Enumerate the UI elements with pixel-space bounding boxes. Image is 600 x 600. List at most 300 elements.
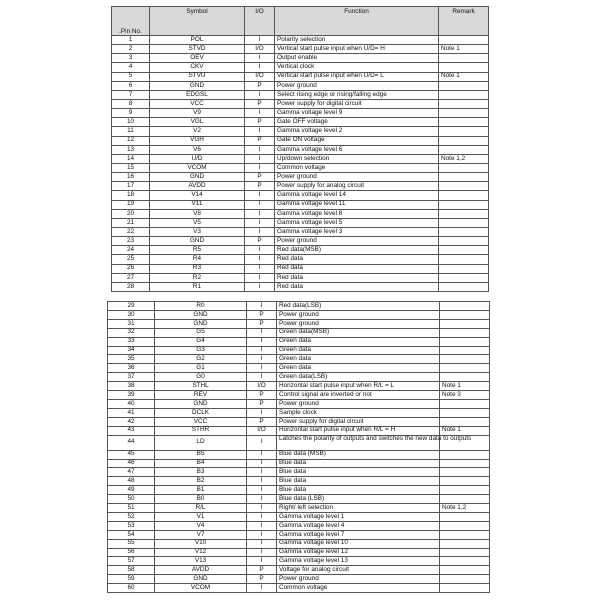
pin-table-part1 bbox=[111, 6, 489, 292]
pin-no-cell: 25 bbox=[112, 255, 150, 264]
pin-row bbox=[108, 346, 490, 355]
io-cell: I bbox=[247, 548, 277, 557]
pin-no-cell: 40 bbox=[108, 399, 155, 408]
pin-no-cell: 21 bbox=[112, 218, 150, 227]
remark-cell bbox=[440, 575, 490, 584]
function-cell: Red data(LSB) bbox=[277, 302, 440, 311]
symbol-cell: REV bbox=[155, 391, 247, 400]
symbol-cell: LD bbox=[155, 435, 247, 450]
function-cell: Vertical start pulse input when U/D= L bbox=[275, 72, 439, 81]
io-cell: I bbox=[245, 227, 275, 236]
function-cell: Power supply for digital circuit bbox=[275, 99, 439, 108]
pin-row bbox=[108, 373, 490, 382]
function-cell: Red data bbox=[275, 264, 439, 273]
function-cell: Red data bbox=[275, 282, 439, 291]
header-function: Function bbox=[275, 7, 439, 36]
pin-no-cell: 51 bbox=[108, 504, 155, 513]
remark-cell bbox=[439, 182, 489, 191]
pin-row bbox=[112, 109, 489, 118]
remark-cell bbox=[439, 136, 489, 145]
function-cell: Gamma voltage level 7 bbox=[277, 530, 440, 539]
pin-no-cell: 50 bbox=[108, 495, 155, 504]
remark-cell bbox=[439, 118, 489, 127]
pin-no-cell: 17 bbox=[112, 182, 150, 191]
pin-no-cell: 7 bbox=[112, 90, 150, 99]
pin-no-cell: 60 bbox=[108, 584, 155, 593]
pin-no-cell: 33 bbox=[108, 337, 155, 346]
pin-no-cell: 47 bbox=[108, 468, 155, 477]
io-cell: P bbox=[245, 173, 275, 182]
io-cell: I bbox=[245, 163, 275, 172]
remark-cell bbox=[440, 399, 490, 408]
symbol-cell: STHL bbox=[155, 382, 247, 391]
io-cell: I bbox=[247, 355, 277, 364]
remark-cell bbox=[439, 127, 489, 136]
pin-no-cell: 43 bbox=[108, 426, 155, 435]
symbol-cell: G2 bbox=[155, 355, 247, 364]
symbol-cell: R0 bbox=[155, 302, 247, 311]
remark-cell bbox=[439, 282, 489, 291]
function-cell: Green data bbox=[277, 364, 440, 373]
pin-row bbox=[108, 504, 490, 513]
io-cell: I bbox=[247, 495, 277, 504]
pin-row bbox=[108, 328, 490, 337]
io-cell: P bbox=[245, 99, 275, 108]
function-cell: Gate OFF voltage bbox=[275, 118, 439, 127]
pin-table-part2 bbox=[107, 301, 490, 593]
pin-no-cell: 6 bbox=[112, 81, 150, 90]
pin-row bbox=[112, 182, 489, 191]
symbol-cell: V8 bbox=[150, 209, 245, 218]
pin-row bbox=[112, 154, 489, 163]
remark-cell bbox=[440, 355, 490, 364]
io-cell: I/O bbox=[245, 45, 275, 54]
pin-no-cell: 27 bbox=[112, 273, 150, 282]
symbol-cell: V10 bbox=[155, 539, 247, 548]
function-cell: Power ground bbox=[275, 81, 439, 90]
symbol-cell: VCOM bbox=[155, 584, 247, 593]
function-cell: Gamma voltage level 5 bbox=[275, 218, 439, 227]
io-cell: P bbox=[245, 118, 275, 127]
function-cell: Power ground bbox=[275, 173, 439, 182]
function-cell: Vertical start pulse input when U/D= H bbox=[275, 45, 439, 54]
io-cell: I/O bbox=[247, 382, 277, 391]
io-cell: I bbox=[245, 127, 275, 136]
function-cell: Green data bbox=[277, 337, 440, 346]
pin-row bbox=[112, 191, 489, 200]
pin-row bbox=[112, 227, 489, 236]
pin-row bbox=[112, 45, 489, 54]
symbol-cell: B0 bbox=[155, 495, 247, 504]
pin-row bbox=[112, 99, 489, 108]
io-cell: I bbox=[247, 373, 277, 382]
pin-row bbox=[108, 495, 490, 504]
symbol-cell: GND bbox=[155, 399, 247, 408]
remark-cell bbox=[439, 200, 489, 209]
symbol-cell: V9 bbox=[150, 109, 245, 118]
symbol-cell: VGL bbox=[150, 118, 245, 127]
io-cell: I bbox=[247, 557, 277, 566]
io-cell: I bbox=[245, 36, 275, 45]
io-cell: I bbox=[247, 539, 277, 548]
remark-cell bbox=[440, 417, 490, 426]
symbol-cell: V4 bbox=[155, 521, 247, 530]
symbol-cell: GND bbox=[150, 81, 245, 90]
pin-row bbox=[112, 136, 489, 145]
pin-no-cell: 10 bbox=[112, 118, 150, 127]
function-cell: Green data bbox=[277, 355, 440, 364]
remark-cell bbox=[439, 145, 489, 154]
remark-cell bbox=[440, 468, 490, 477]
remark-cell bbox=[439, 173, 489, 182]
pin-no-cell: 56 bbox=[108, 548, 155, 557]
symbol-cell: V11 bbox=[150, 200, 245, 209]
symbol-cell: AVDD bbox=[150, 182, 245, 191]
pin-row bbox=[112, 246, 489, 255]
pin-no-cell: 55 bbox=[108, 539, 155, 548]
pin-no-cell: 12 bbox=[112, 136, 150, 145]
pin-no-cell: 26 bbox=[112, 264, 150, 273]
remark-cell bbox=[439, 227, 489, 236]
pin-no-cell: 15 bbox=[112, 163, 150, 172]
pin-row bbox=[108, 539, 490, 548]
symbol-cell: DCLK bbox=[155, 408, 247, 417]
pin-no-cell: 14 bbox=[112, 154, 150, 163]
function-cell: Vertical clock bbox=[275, 63, 439, 72]
pin-no-cell: 38 bbox=[108, 382, 155, 391]
symbol-cell: V5 bbox=[150, 218, 245, 227]
remark-cell: Note 1 bbox=[439, 72, 489, 81]
function-cell: Common voltage bbox=[275, 163, 439, 172]
function-cell: Gamma voltage level 2 bbox=[275, 127, 439, 136]
symbol-cell: B1 bbox=[155, 486, 247, 495]
header-remark: Remark bbox=[439, 7, 489, 36]
pin-no-cell: 29 bbox=[108, 302, 155, 311]
symbol-cell: GND bbox=[155, 310, 247, 319]
remark-cell bbox=[440, 302, 490, 311]
pin-no-cell: 53 bbox=[108, 521, 155, 530]
pin-row bbox=[112, 36, 489, 45]
pin-no-cell: 37 bbox=[108, 373, 155, 382]
pin-no-cell: 9 bbox=[112, 109, 150, 118]
symbol-cell: V2 bbox=[150, 127, 245, 136]
remark-cell bbox=[440, 346, 490, 355]
io-cell: I bbox=[245, 209, 275, 218]
io-cell: I bbox=[247, 408, 277, 417]
pin-no-cell: 24 bbox=[112, 246, 150, 255]
pin-no-cell: 18 bbox=[112, 191, 150, 200]
io-cell: P bbox=[247, 310, 277, 319]
remark-cell bbox=[440, 521, 490, 530]
symbol-cell: V7 bbox=[155, 530, 247, 539]
pin-no-cell: 36 bbox=[108, 364, 155, 373]
function-cell: Gamma voltage level 1 bbox=[277, 512, 440, 521]
symbol-cell: VGH bbox=[150, 136, 245, 145]
io-cell: I bbox=[245, 191, 275, 200]
remark-cell bbox=[439, 209, 489, 218]
pin-row bbox=[108, 521, 490, 530]
symbol-cell: V6 bbox=[150, 145, 245, 154]
remark-cell bbox=[440, 373, 490, 382]
symbol-cell: U/D bbox=[150, 154, 245, 163]
io-cell: P bbox=[247, 575, 277, 584]
header-io: I/O bbox=[245, 7, 275, 36]
pin-no-cell: 54 bbox=[108, 530, 155, 539]
symbol-cell: R2 bbox=[150, 273, 245, 282]
function-cell: Select rising edge or rising/falling edge bbox=[275, 90, 439, 99]
symbol-cell: V3 bbox=[150, 227, 245, 236]
pin-no-cell: 49 bbox=[108, 486, 155, 495]
header-pin-no: .Pin No. bbox=[112, 7, 150, 36]
pin-row bbox=[112, 72, 489, 81]
pin-no-cell: 32 bbox=[108, 328, 155, 337]
pin-no-cell: 31 bbox=[108, 319, 155, 328]
pin-no-cell: 35 bbox=[108, 355, 155, 364]
symbol-cell: G0 bbox=[155, 373, 247, 382]
remark-cell: Note 1 bbox=[440, 382, 490, 391]
function-cell: Green data bbox=[277, 346, 440, 355]
function-cell: Gamma voltage level 3 bbox=[275, 227, 439, 236]
io-cell: P bbox=[245, 81, 275, 90]
pin-no-cell: 42 bbox=[108, 417, 155, 426]
remark-cell bbox=[439, 218, 489, 227]
pin-row bbox=[112, 282, 489, 291]
remark-cell: Note 3 bbox=[440, 391, 490, 400]
function-cell: Power ground bbox=[277, 310, 440, 319]
io-cell: P bbox=[247, 417, 277, 426]
function-cell: Output enable bbox=[275, 54, 439, 63]
symbol-cell: CKV bbox=[150, 63, 245, 72]
function-cell: Sample clock bbox=[277, 408, 440, 417]
pin-row bbox=[112, 118, 489, 127]
pin-no-cell: 19 bbox=[112, 200, 150, 209]
pin-row bbox=[108, 319, 490, 328]
io-cell: I bbox=[245, 218, 275, 227]
io-cell: I bbox=[245, 264, 275, 273]
function-cell: Gamma voltage level 13 bbox=[277, 557, 440, 566]
pin-row bbox=[112, 54, 489, 63]
pin-no-cell: 4 bbox=[112, 63, 150, 72]
remark-cell bbox=[439, 63, 489, 72]
pin-row bbox=[112, 264, 489, 273]
remark-cell bbox=[439, 81, 489, 90]
function-cell: Right/ left selection bbox=[277, 504, 440, 513]
pin-no-cell: 23 bbox=[112, 237, 150, 246]
remark-cell bbox=[440, 548, 490, 557]
pin-no-cell: 8 bbox=[112, 99, 150, 108]
symbol-cell: STVU bbox=[150, 72, 245, 81]
pin-no-cell: 28 bbox=[112, 282, 150, 291]
symbol-cell: VCC bbox=[150, 99, 245, 108]
pin-no-cell: 46 bbox=[108, 459, 155, 468]
symbol-cell: B4 bbox=[155, 459, 247, 468]
remark-cell: Note 1 bbox=[439, 45, 489, 54]
pin-row bbox=[112, 237, 489, 246]
pin-row bbox=[112, 127, 489, 136]
symbol-cell: B2 bbox=[155, 477, 247, 486]
pin-no-cell: 52 bbox=[108, 512, 155, 521]
pin-no-cell: 5 bbox=[112, 72, 150, 81]
function-cell: Power ground bbox=[275, 237, 439, 246]
io-cell: I bbox=[247, 459, 277, 468]
header-symbol: Symbol bbox=[150, 7, 245, 36]
pin-no-cell: 57 bbox=[108, 557, 155, 566]
function-cell: Blue data bbox=[277, 468, 440, 477]
symbol-cell: EDGSL bbox=[150, 90, 245, 99]
function-cell: Up/down selection bbox=[275, 154, 439, 163]
pin-no-cell: 45 bbox=[108, 450, 155, 459]
pin-no-cell: 44 bbox=[108, 435, 155, 450]
io-cell: I bbox=[245, 154, 275, 163]
remark-cell bbox=[440, 495, 490, 504]
pin-row bbox=[112, 63, 489, 72]
pin-no-cell: 30 bbox=[108, 310, 155, 319]
pin-row bbox=[112, 209, 489, 218]
io-cell: I bbox=[245, 145, 275, 154]
symbol-cell: GND bbox=[155, 319, 247, 328]
remark-cell bbox=[440, 459, 490, 468]
pin-row bbox=[108, 512, 490, 521]
function-cell: Blue data (LSB) bbox=[277, 495, 440, 504]
function-cell: Horizontal start pulse input when R/L = L bbox=[277, 382, 440, 391]
function-cell: Green data(LSB) bbox=[277, 373, 440, 382]
symbol-cell: POL bbox=[150, 36, 245, 45]
io-cell: I bbox=[245, 200, 275, 209]
io-cell: I bbox=[245, 246, 275, 255]
pin-row bbox=[108, 450, 490, 459]
remark-cell bbox=[440, 477, 490, 486]
symbol-cell: V1 bbox=[155, 512, 247, 521]
pin-no-cell: 2 bbox=[112, 45, 150, 54]
pin-no-cell: 20 bbox=[112, 209, 150, 218]
pin-row bbox=[112, 145, 489, 154]
remark-cell bbox=[439, 109, 489, 118]
io-cell: I/O bbox=[245, 72, 275, 81]
function-cell: Blue data bbox=[277, 486, 440, 495]
pin-row bbox=[108, 408, 490, 417]
pin-row bbox=[108, 426, 490, 435]
remark-cell bbox=[439, 191, 489, 200]
pin-no-cell: 59 bbox=[108, 575, 155, 584]
io-cell: I bbox=[245, 63, 275, 72]
pin-no-cell: 48 bbox=[108, 477, 155, 486]
io-cell: P bbox=[247, 391, 277, 400]
io-cell: P bbox=[247, 319, 277, 328]
symbol-cell: G4 bbox=[155, 337, 247, 346]
remark-cell bbox=[440, 486, 490, 495]
io-cell: P bbox=[245, 182, 275, 191]
io-cell: I bbox=[247, 477, 277, 486]
function-cell: Gamma voltage level 11 bbox=[275, 200, 439, 209]
pin-row bbox=[108, 486, 490, 495]
function-cell: Power ground bbox=[277, 399, 440, 408]
pin-no-cell: 1 bbox=[112, 36, 150, 45]
symbol-cell: STHR bbox=[155, 426, 247, 435]
remark-cell bbox=[439, 255, 489, 264]
symbol-cell: OEV bbox=[150, 54, 245, 63]
symbol-cell: GND bbox=[150, 173, 245, 182]
remark-cell bbox=[439, 237, 489, 246]
header-row bbox=[112, 7, 489, 36]
io-cell: I bbox=[245, 255, 275, 264]
remark-cell bbox=[439, 163, 489, 172]
pin-no-cell: 11 bbox=[112, 127, 150, 136]
pin-row bbox=[112, 273, 489, 282]
io-cell: I bbox=[247, 435, 277, 450]
symbol-cell: B3 bbox=[155, 468, 247, 477]
remark-cell bbox=[440, 319, 490, 328]
io-cell: I bbox=[247, 364, 277, 373]
io-cell: I bbox=[247, 486, 277, 495]
function-cell: Gamma voltage level 12 bbox=[277, 548, 440, 557]
symbol-cell: R5 bbox=[150, 246, 245, 255]
pin-row bbox=[112, 255, 489, 264]
function-cell: Blue data bbox=[277, 459, 440, 468]
remark-cell bbox=[439, 36, 489, 45]
symbol-cell: GND bbox=[155, 575, 247, 584]
io-cell: P bbox=[247, 399, 277, 408]
remark-cell bbox=[440, 408, 490, 417]
symbol-cell: G5 bbox=[155, 328, 247, 337]
io-cell: I bbox=[245, 273, 275, 282]
pin-no-cell: 58 bbox=[108, 566, 155, 575]
pin-row bbox=[108, 382, 490, 391]
pin-no-cell: 3 bbox=[112, 54, 150, 63]
pin-row bbox=[108, 548, 490, 557]
symbol-cell: VCC bbox=[155, 417, 247, 426]
function-cell: Gate ON voltage bbox=[275, 136, 439, 145]
io-cell: I bbox=[245, 109, 275, 118]
pin-row bbox=[108, 468, 490, 477]
function-cell: Gamma voltage level 9 bbox=[275, 109, 439, 118]
pin-row bbox=[108, 575, 490, 584]
symbol-cell: AVDD bbox=[155, 566, 247, 575]
pin-row bbox=[108, 584, 490, 593]
remark-cell bbox=[440, 450, 490, 459]
pin-row bbox=[108, 459, 490, 468]
pin-row bbox=[108, 566, 490, 575]
function-cell: Power supply for digital circuit bbox=[277, 417, 440, 426]
pin-row bbox=[108, 310, 490, 319]
function-cell: Gamma voltage level 10 bbox=[277, 539, 440, 548]
function-cell: Green data(MSB) bbox=[277, 328, 440, 337]
remark-cell bbox=[439, 273, 489, 282]
remark-cell bbox=[440, 566, 490, 575]
io-cell: I bbox=[247, 584, 277, 593]
pin-row bbox=[108, 435, 490, 450]
io-cell: I bbox=[247, 337, 277, 346]
symbol-cell: STVD bbox=[150, 45, 245, 54]
io-cell: I bbox=[247, 450, 277, 459]
function-cell: Gamma voltage level 4 bbox=[277, 521, 440, 530]
symbol-cell: VCOM bbox=[150, 163, 245, 172]
remark-cell bbox=[440, 539, 490, 548]
remark-cell bbox=[440, 310, 490, 319]
pin-row bbox=[108, 337, 490, 346]
symbol-cell: B5 bbox=[155, 450, 247, 459]
remark-cell bbox=[440, 557, 490, 566]
pin-row bbox=[108, 477, 490, 486]
remark-cell bbox=[440, 512, 490, 521]
function-cell: Red data(MSB) bbox=[275, 246, 439, 255]
function-cell: Power ground bbox=[277, 319, 440, 328]
remark-cell bbox=[439, 54, 489, 63]
io-cell: I/O bbox=[247, 426, 277, 435]
remark-cell bbox=[440, 584, 490, 593]
function-cell: Common voltage bbox=[277, 584, 440, 593]
remark-cell bbox=[440, 328, 490, 337]
pin-row bbox=[112, 90, 489, 99]
